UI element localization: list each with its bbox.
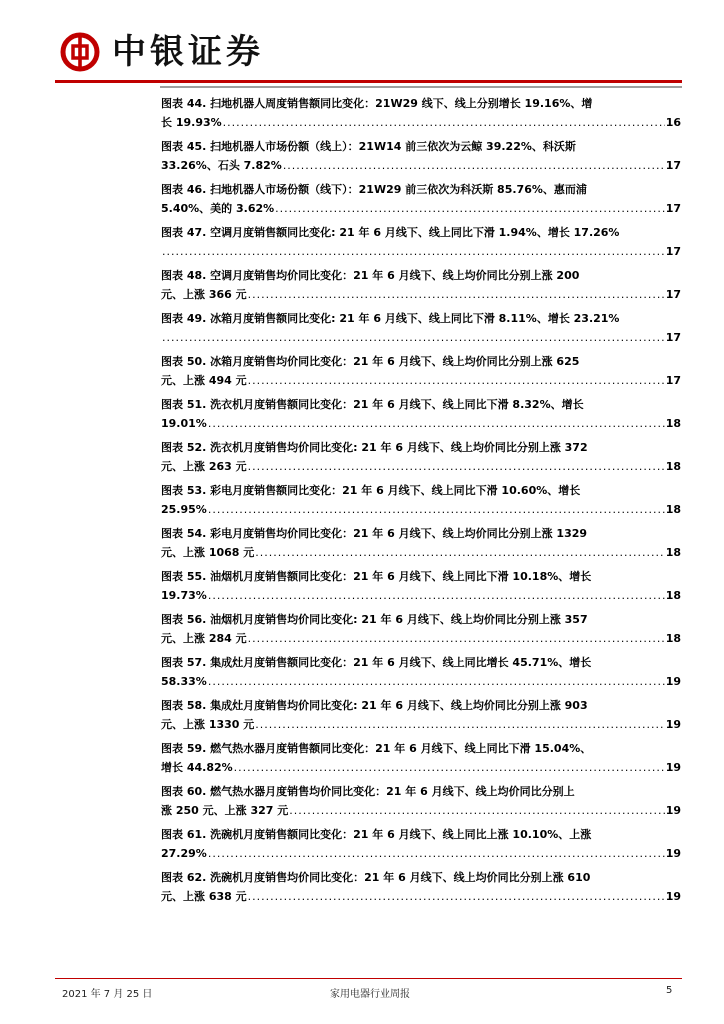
- toc-entry-title: 图表 44. 扫地机器人周度销售额同比变化：21W29 线下、线上分别增长 19.16%、增: [161, 97, 593, 110]
- toc-entry-44[interactable]: [161, 94, 681, 132]
- dot-leader: [288, 801, 664, 820]
- toc-entry-title-cont: 元、上涨 284 元: [161, 632, 247, 645]
- toc-entry-title: 图表 50. 冰箱月度销售均价同比变化：21 年 6 月线下、线上均价同比分别上涨 625: [161, 355, 580, 368]
- toc-entry-title-cont: 元、上涨 494 元: [161, 374, 247, 387]
- dot-leader: [247, 457, 665, 476]
- toc-page-number: 17: [665, 374, 681, 387]
- toc-entry-59[interactable]: [161, 739, 681, 777]
- toc-entry-49[interactable]: [161, 309, 681, 347]
- toc-entry-title-cont: 25.95%: [161, 503, 207, 516]
- toc-entry-title: 图表 55. 油烟机月度销售额同比变化：21 年 6 月线下、线上同比下滑 10.18%、增长: [161, 570, 592, 583]
- toc-entry-title-cont: 元、上涨 263 元: [161, 460, 247, 473]
- toc-entry-title-cont: 长 19.93%: [161, 116, 222, 129]
- toc-entry-title: 图表 60. 燃气热水器月度销售均价同比变化：21 年 6 月线下、线上均价同比分别上: [161, 785, 575, 798]
- toc-page-number: 18: [665, 417, 681, 430]
- toc-entry-55[interactable]: [161, 567, 681, 605]
- toc-page-number: 19: [665, 675, 681, 688]
- dot-leader: [207, 414, 665, 433]
- toc-entry-52[interactable]: [161, 438, 681, 476]
- toc-entry-title: 图表 52. 洗衣机月度销售均价同比变化: 21 年 6 月线下、线上均价同比分别上涨 372: [161, 441, 588, 454]
- toc-entry-title: 图表 51. 洗衣机月度销售额同比变化：21 年 6 月线下、线上同比下滑 8.32%、增长: [161, 398, 584, 411]
- dot-leader: [161, 328, 665, 347]
- toc-entry-62[interactable]: [161, 868, 681, 906]
- toc-entry-title-cont: 元、上涨 1068 元: [161, 546, 255, 559]
- dot-leader: [254, 715, 664, 734]
- toc-entry-title-cont: 27.29%: [161, 847, 207, 860]
- dot-leader: [254, 543, 664, 562]
- dot-leader: [207, 586, 665, 605]
- toc-entry-48[interactable]: [161, 266, 681, 304]
- toc-page-number: 17: [665, 245, 681, 258]
- toc-entry-54[interactable]: [161, 524, 681, 562]
- dot-leader: [247, 887, 665, 906]
- footer-report-title: 家用电器行业周报: [330, 989, 410, 1000]
- toc-entry-title: 图表 46. 扫地机器人市场份额（线下）：21W29 前三依次为科沃斯 85.76%、惠而浦: [161, 183, 587, 196]
- toc-entry-61[interactable]: [161, 825, 681, 863]
- toc-page-number: 18: [665, 589, 681, 602]
- toc-entry-title: 图表 61. 洗碗机月度销售额同比变化：21 年 6 月线下、线上同比上涨 10.10%、上涨: [161, 828, 592, 841]
- dot-leader: [282, 156, 665, 175]
- toc-entry-title-cont: 涨 250 元、上涨 327 元: [161, 804, 289, 817]
- header-rule-red: [55, 80, 682, 83]
- toc-entry-title: 图表 59. 燃气热水器月度销售额同比变化：21 年 6 月线下、线上同比下滑 15.04%、: [161, 742, 592, 755]
- toc-page-number: 19: [665, 718, 681, 731]
- toc-page-number: 19: [665, 761, 681, 774]
- toc-entry-title: 图表 49. 冰箱月度销售额同比变化: 21 年 6 月线下、线上同比下滑 8.11%、增长 23.21%: [161, 312, 620, 325]
- toc-page-number: 19: [665, 847, 681, 860]
- toc-entry-56[interactable]: [161, 610, 681, 648]
- toc-entry-title: 图表 62. 洗碗机月度销售均价同比变化：21 年 6 月线下、线上均价同比分别上涨 610: [161, 871, 591, 884]
- toc-entry-title: 图表 54. 彩电月度销售均价同比变化：21 年 6 月线下、线上均价同比分别上涨 1329: [161, 527, 588, 540]
- footer-rule: [55, 978, 682, 979]
- toc-entry-46[interactable]: [161, 180, 681, 218]
- footer-page-number: 5: [666, 985, 673, 996]
- dot-leader: [207, 672, 665, 691]
- dot-leader: [247, 285, 665, 304]
- toc-page-number: 17: [665, 331, 681, 344]
- dot-leader: [222, 113, 665, 132]
- toc-entry-57[interactable]: [161, 653, 681, 691]
- toc-entry-60[interactable]: [161, 782, 681, 820]
- toc-entry-title: 图表 45. 扫地机器人市场份额（线上）：21W14 前三依次为云鲸 39.22%、科沃斯: [161, 140, 576, 153]
- toc-entry-title-cont: 增长 44.82%: [161, 761, 233, 774]
- bank-of-china-logo-icon: [60, 32, 100, 72]
- toc-entry-title-cont: 元、上涨 366 元: [161, 288, 247, 301]
- toc-page-number: 19: [665, 804, 681, 817]
- toc-entry-title: 图表 56. 油烟机月度销售均价同比变化: 21 年 6 月线下、线上均价同比分别上涨 357: [161, 613, 588, 626]
- toc-entry-title-cont: 5.40%、美的 3.62%: [161, 202, 275, 215]
- toc-entry-title: 图表 53. 彩电月度销售额同比变化：21 年 6 月线下、线上同比下滑 10.60%、增长: [161, 484, 581, 497]
- toc-page-number: 17: [665, 202, 681, 215]
- dot-leader: [233, 758, 665, 777]
- page-header: [0, 0, 724, 86]
- dot-leader: [207, 844, 665, 863]
- toc-entry-title-cont: 58.33%: [161, 675, 207, 688]
- toc-entry-title: 图表 57. 集成灶月度销售额同比变化：21 年 6 月线下、线上同比增长 45.71%、增长: [161, 656, 592, 669]
- toc-entry-58[interactable]: [161, 696, 681, 734]
- toc-entry-title: 图表 58. 集成灶月度销售均价同比变化: 21 年 6 月线下、线上均价同比分别上涨 903: [161, 699, 588, 712]
- toc-entry-title-cont: 元、上涨 638 元: [161, 890, 247, 903]
- toc-entry-47[interactable]: [161, 223, 681, 261]
- toc-entry-53[interactable]: [161, 481, 681, 519]
- toc-entry-title-cont: 元、上涨 1330 元: [161, 718, 255, 731]
- toc-entry-45[interactable]: [161, 137, 681, 175]
- toc-page-number: 18: [665, 546, 681, 559]
- toc-page-number: 19: [665, 890, 681, 903]
- toc-entry-51[interactable]: [161, 395, 681, 433]
- toc-page-number: 18: [665, 460, 681, 473]
- dot-leader: [247, 371, 665, 390]
- header-rule-gray: [160, 86, 682, 88]
- footer-date: 2021 年 7 月 25 日: [62, 989, 153, 1000]
- figure-list: [161, 94, 681, 911]
- toc-entry-50[interactable]: [161, 352, 681, 390]
- toc-page-number: 16: [665, 116, 681, 129]
- dot-leader: [161, 242, 665, 261]
- toc-page-number: 18: [665, 632, 681, 645]
- toc-entry-title-cont: 19.01%: [161, 417, 207, 430]
- toc-page-number: 17: [665, 159, 681, 172]
- toc-entry-title-cont: 19.73%: [161, 589, 207, 602]
- toc-page-number: 18: [665, 503, 681, 516]
- dot-leader: [247, 629, 665, 648]
- toc-entry-title: 图表 47. 空调月度销售额同比变化: 21 年 6 月线下、线上同比下滑 1.94%、增长 17.26%: [161, 226, 620, 239]
- dot-leader: [274, 199, 665, 218]
- toc-entry-title-cont: 33.26%、石头 7.82%: [161, 159, 282, 172]
- dot-leader: [207, 500, 665, 519]
- toc-entry-title: 图表 48. 空调月度销售均价同比变化：21 年 6 月线下、线上均价同比分别上涨 200: [161, 269, 580, 282]
- brand-name: 中银证券: [112, 32, 264, 72]
- toc-page-number: 17: [665, 288, 681, 301]
